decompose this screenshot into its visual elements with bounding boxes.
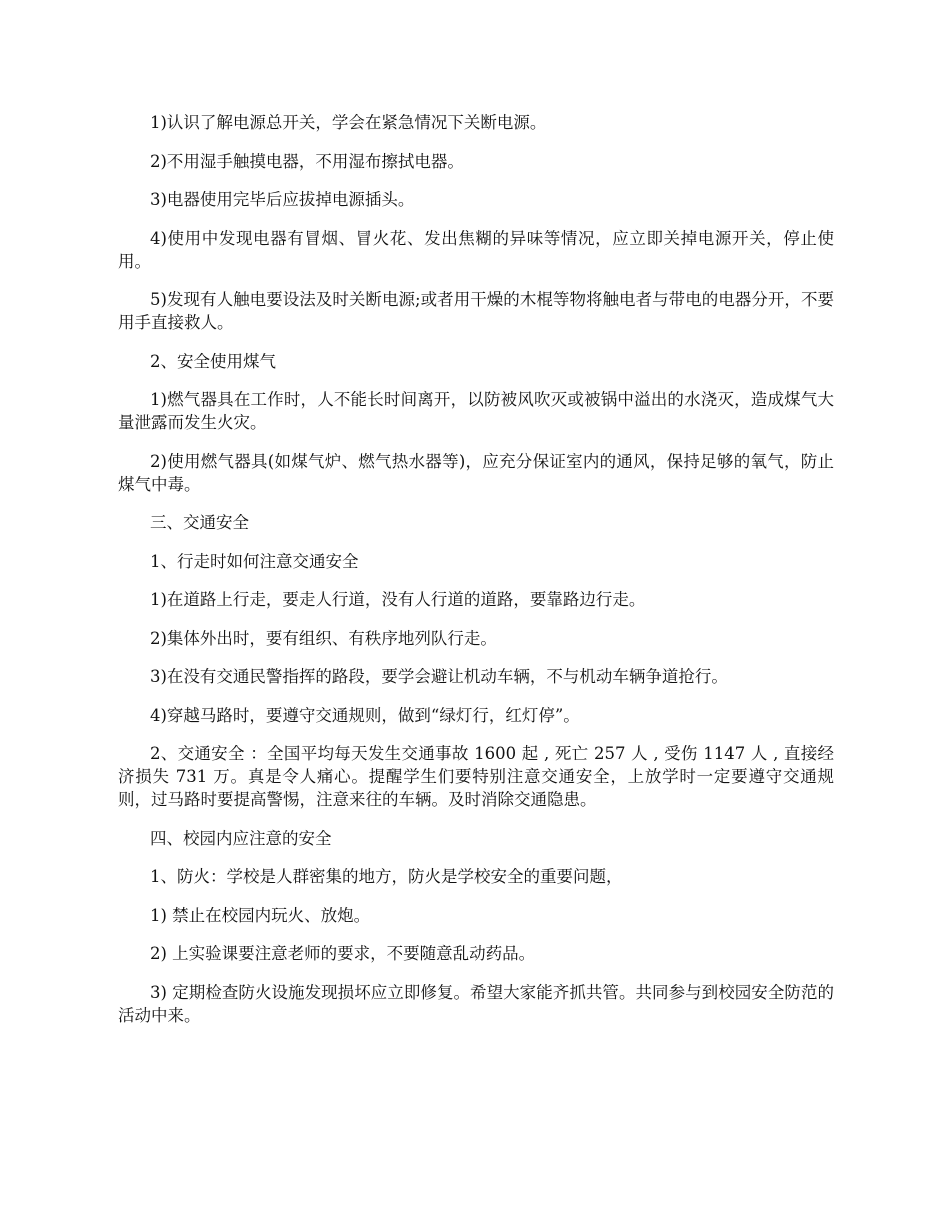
paragraph-1: 1)认识了解电源总开关，学会在紧急情况下关断电源。	[150, 113, 547, 132]
paragraph-7: 1)燃气器具在工作时，人不能长时间离开，以防被风吹灭或被锅中溢出的水浇灭，造成煤气大量泄露而发生火灾。	[118, 390, 834, 432]
paragraph-13: 3)在没有交通民警指挥的路段，要学会避让机动车辆，不与机动车辆争道抢行。	[150, 667, 728, 686]
paragraph-3: 3)电器使用完毕后应拔掉电源插头。	[150, 190, 415, 209]
paragraph-4: 4)使用中发现电器有冒烟、冒火花、发出焦糊的异味等情况，应立即关掉电源开关，停止使用。	[118, 228, 834, 271]
paragraph-18: 1) 禁止在校园内玩火、放炮。	[150, 905, 371, 925]
paragraph-20: 3) 定期检查防火设施发现损坏应立即修复。希望大家能齐抓共管。共同参与到校园安全防范的活动中来。	[118, 982, 834, 1025]
section-heading-traffic: 三、交通安全	[150, 513, 249, 532]
section-heading-gas: 2、安全使用煤气	[150, 351, 276, 371]
paragraph-5: 5)发现有人触电要设法及时关断电源;或者用干燥的木棍等物将触电者与带电的电器分开，不要用手直接救人。	[118, 290, 834, 332]
paragraph-2: 2)不用湿手触摸电器，不用湿布擦拭电器。	[150, 151, 464, 171]
document-page	[118, 111, 834, 1042]
subsection-heading-walking: 1、行走时如何注意交通安全	[150, 551, 359, 571]
paragraph-15: 2、交通安全 ：全国平均每天发生交通事故 1600 起 , 死亡 257 人 , 受伤 1147 人 , 直接经济损失 731 万。真是令人痛心。提醒学生们要特别注意交通安全，上放学时一定要遵守交通规则，过马路时要提高警惕，注意来往的车辆。及时消除交通隐患。	[118, 744, 834, 809]
paragraph-14: 4)穿越马路时，要遵守交通规则，做到“绿灯行，红灯停”。	[150, 705, 580, 725]
paragraph-19: 2) 上实验课要注意老师的要求，不要随意乱动药品。	[150, 944, 536, 963]
paragraph-17: 1、防火：学校是人群密集的地方，防火是学校安全的重要问题，	[150, 867, 623, 886]
section-heading-campus: 四、校园内应注意的安全	[150, 828, 332, 848]
paragraph-12: 2)集体外出时，要有组织、有秩序地列队行走。	[150, 628, 497, 648]
paragraph-8: 2)使用燃气器具(如煤气炉、燃气热水器等)，应充分保证室内的通风，保持足够的氧气，防止煤气中毒。	[118, 451, 834, 494]
paragraph-11: 1)在道路上行走，要走人行道，没有人行道的道路，要靠路边行走。	[150, 590, 646, 609]
